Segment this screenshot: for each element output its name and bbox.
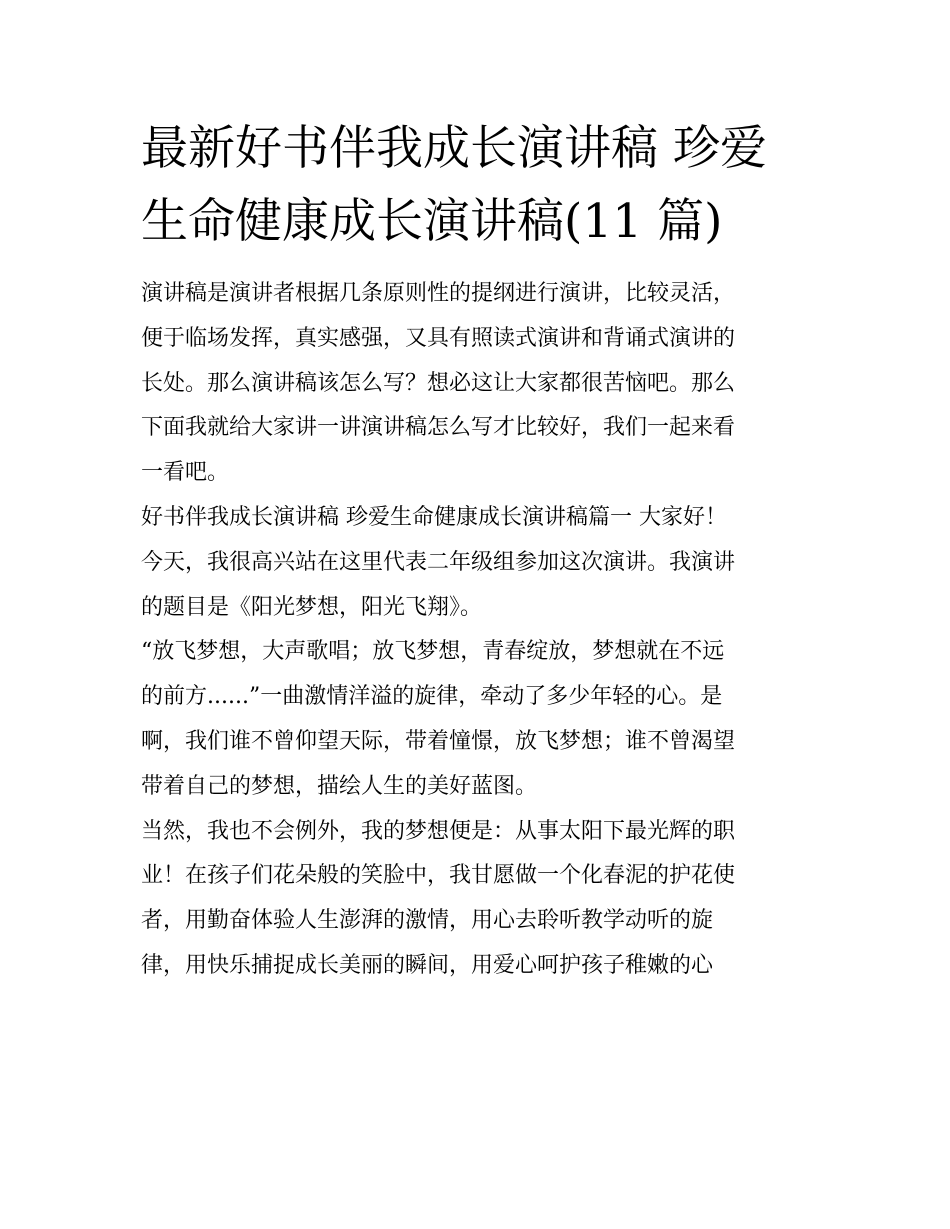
speech-opening-paragraph [141,496,813,630]
text-line: 带着自己的梦想，描绘人生的美好蓝图。 [141,773,538,799]
text-line: 今天，我很高兴站在这里代表二年级组参加这次演讲。我演讲 [141,549,736,575]
text-line: 便于临场发挥，真实感强，又具有照读式演讲和背诵式演讲的 [141,325,736,351]
text-line: 好书伴我成长演讲稿 珍爱生命健康成长演讲稿篇一 大家好！ [141,504,727,530]
text-line: 下面我就给大家讲一讲演讲稿怎么写才比较好，我们一起来看 [141,415,736,441]
text-line: 业！在孩子们花朵般的笑脸中，我甘愿做一个化春泥的护花使 [141,863,736,889]
title-line: 最新好书伴我成长演讲稿 珍爱 [141,121,767,176]
text-line: 当然，我也不会例外，我的梦想便是：从事太阳下最光辉的职 [141,818,736,844]
text-line: 一看吧。 [141,460,230,486]
text-line: 长处。那么演讲稿该怎么写？想必这让大家都很苦恼吧。那么 [141,370,736,396]
title-line: 生命健康成长演讲稿(11 篇) [141,194,723,249]
text-line: 演讲稿是演讲者根据几条原则性的提纲进行演讲，比较灵活， [141,281,736,306]
text-line: 的前方......”一曲激情洋溢的旋律，牵动了多少年轻的心。是 [141,684,723,710]
dream-song-paragraph [141,630,813,809]
text-line: 者，用勤奋体验人生澎湃的激情，用心去聆听教学动听的旋 [141,908,714,934]
intro-paragraph [141,272,813,496]
text-line: 律，用快乐捕捉成长美丽的瞬间，用爱心呵护孩子稚嫩的心 [141,952,714,978]
document-title [141,112,813,258]
text-line: 的题目是《阳光梦想，阳光飞翔》。 [141,594,483,620]
text-line: “放飞梦想，大声歌唱；放飞梦想，青春绽放，梦想就在不远 [141,639,725,665]
document-body [141,112,813,989]
text-line: 啊，我们谁不曾仰望天际，带着憧憬，放飞梦想；谁不曾渴望 [141,728,736,754]
teacher-dream-paragraph [141,810,813,989]
